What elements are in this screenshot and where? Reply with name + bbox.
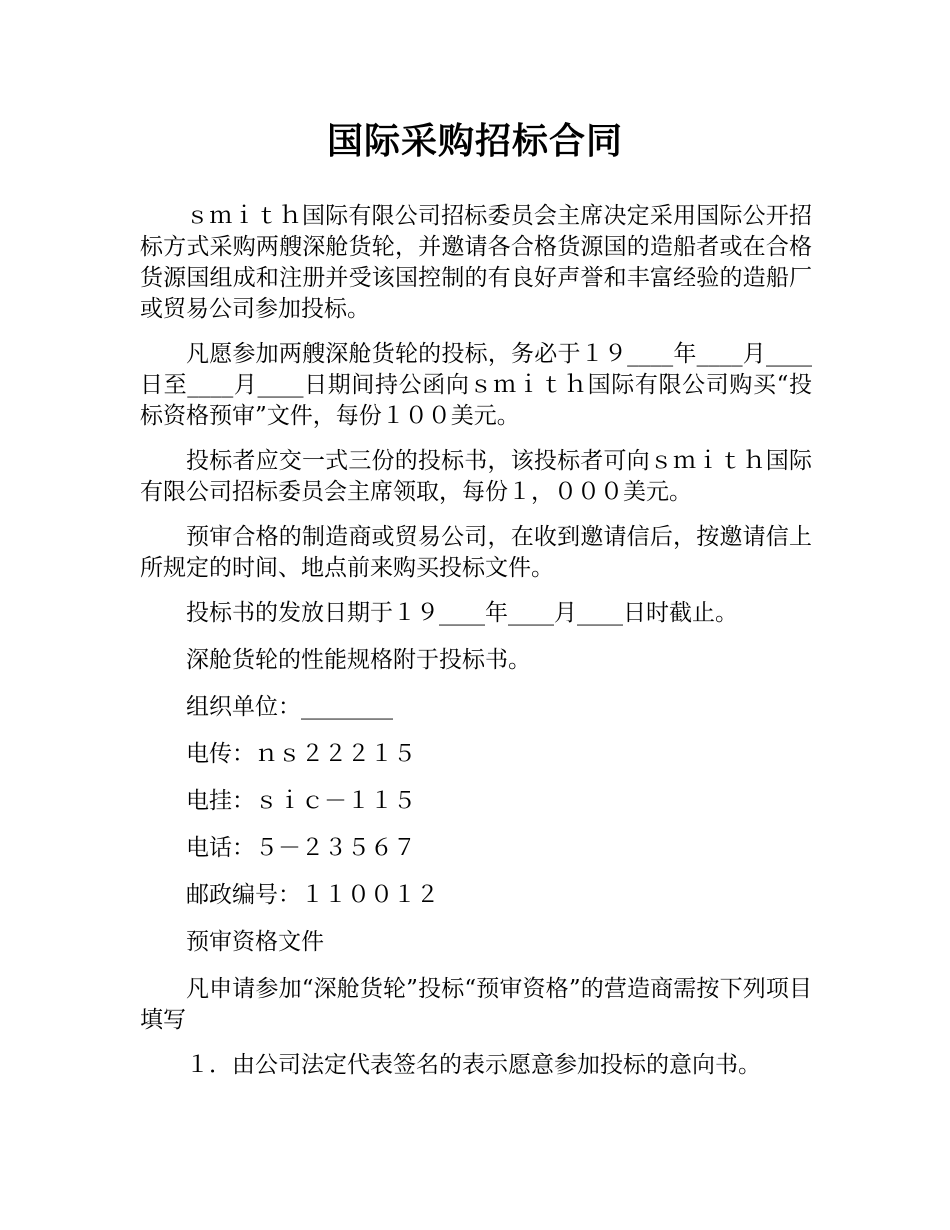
paragraph-bid-copies: 投标者应交一式三份的投标书，该投标者可向ｓｍｉｔｈ国际有限公司招标委员会主席领取，每份１，０００美元。 xyxy=(140,448,812,505)
list-item-1: １．由公司法定代表签名的表示愿意参加投标的意向书。 xyxy=(186,1052,761,1078)
telex-line: 电传：ｎｓ２２２１５ xyxy=(186,741,416,767)
cable-line: 电挂：ｓｉｃ－１１５ xyxy=(186,788,416,814)
paragraph-prequalification-purchase: 凡愿参加两艘深舱货轮的投标，务必于１９____年____月____日至____月____日期间持公函向ｓｍｉｔｈ国际有限公司购买“投标资格预审”文件，每份１００美元。 xyxy=(140,341,812,429)
postal-code-line: 邮政编号：１１００１２ xyxy=(186,882,439,908)
paragraph-invitation: ｓｍｉｔｈ国际有限公司招标委员会主席决定采用国际公开招标方式采购两艘深舱货轮，并邀请各合格货源国的造船者或在合格货源国组成和注册并受该国控制的有良好声誉和丰富经验的造船厂或贸易公司参加投标。 xyxy=(140,203,812,322)
paragraph-specification: 深舱货轮的性能规格附于投标书。 xyxy=(186,647,531,673)
paragraph-deadline: 投标书的发放日期于１９____年____月____日时截止。 xyxy=(186,600,738,626)
organizer-line: 组织单位：________ xyxy=(186,694,393,720)
document-title: 国际采购招标合同 xyxy=(326,121,623,162)
paragraph-requirements-intro: 凡申请参加“深舱货轮”投标“预审资格”的营造商需按下列项目填写 xyxy=(140,976,812,1033)
phone-line: 电话：５－２３５６７ xyxy=(186,835,416,861)
section-heading-prequalification: 预审资格文件 xyxy=(186,929,324,955)
document-body xyxy=(140,201,812,1095)
paragraph-qualified-bidders: 预审合格的制造商或贸易公司，在收到邀请信后，按邀请信上所规定的时间、地点前来购买投标文件。 xyxy=(140,524,812,581)
